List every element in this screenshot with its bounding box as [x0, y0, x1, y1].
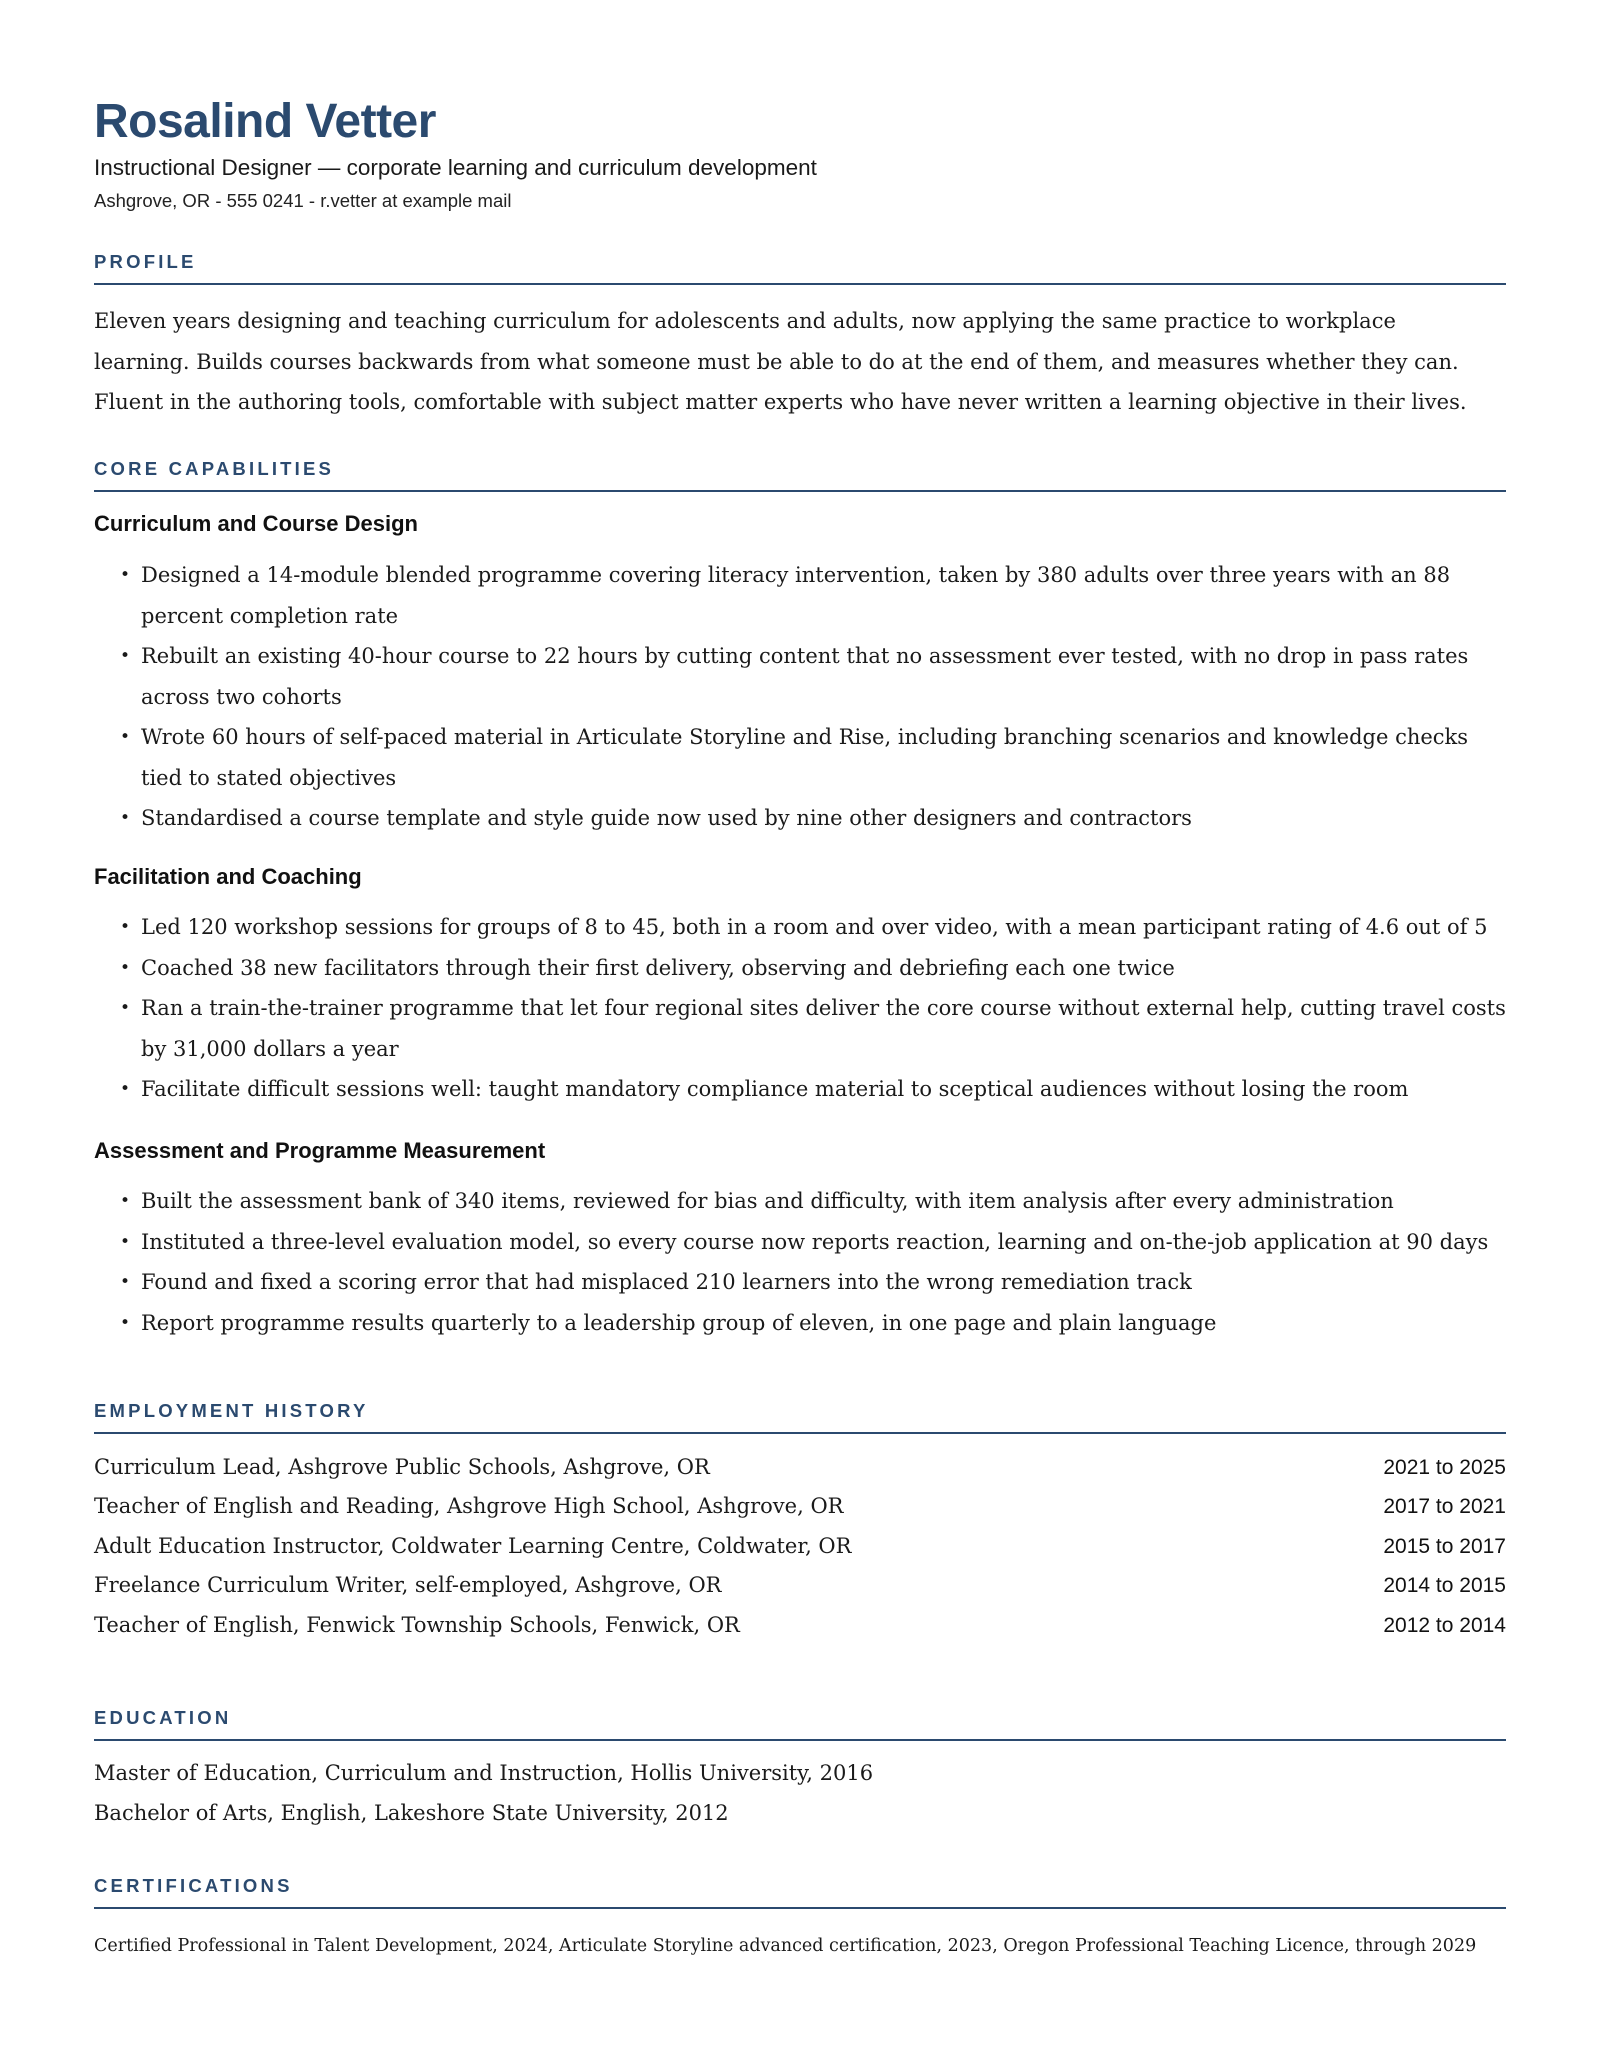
- employment-row: [94, 1448, 1506, 1487]
- list-item: • Standardised a course template and style guide now used by nine other designers and contractors: [94, 798, 1534, 839]
- employment-role: Freelance Curriculum Writer, self-employed, Ashgrove, OR: [94, 1573, 722, 1598]
- certifications-text: Certified Professional in Talent Development, 2024, Articulate Storyline advanced certification, 2023, Oregon Professional Teaching Licence, through 2029: [94, 1936, 1477, 1956]
- bullet-icon: •: [120, 957, 131, 978]
- education-entry: Master of Education, Curriculum and Instruction, Hollis University, 2016: [94, 1761, 874, 1785]
- bullet-icon: •: [120, 1191, 131, 1211]
- employment-dates: 2015 to 2017: [1383, 1534, 1506, 1558]
- bullet-list-assessment: [94, 1181, 1534, 1343]
- list-item: • Coached 38 new facilitators through their first delivery, observing and debriefing each one twice: [94, 948, 1534, 989]
- capability-heading-facilitation: Facilitation and Coaching: [94, 864, 362, 889]
- capability-heading-assessment: Assessment and Programme Measurement: [94, 1138, 546, 1163]
- bullet-icon: •: [120, 1272, 131, 1292]
- section-title-employment-history: EMPLOYMENT HISTORY: [94, 1398, 1506, 1434]
- list-item: • Instituted a three-level evaluation model, so every course now reports reaction, learning and on-the-job application at 90 days: [94, 1222, 1534, 1263]
- profile-text: [94, 301, 1506, 423]
- bullet-icon: •: [120, 917, 131, 937]
- bullet-icon: •: [120, 1079, 131, 1099]
- list-item: • Ran a train-the-trainer programme that let four regional sites deliver the core course without external help, cutting travel costs by 31,000 dollars a year: [94, 988, 1534, 1069]
- employment-role: Teacher of English and Reading, Ashgrove High School, Ashgrove, OR: [94, 1494, 844, 1519]
- bullet-icon: •: [120, 646, 131, 666]
- section-title-certifications: CERTIFICATIONS: [94, 1873, 1506, 1909]
- bullet-icon: •: [120, 808, 131, 828]
- headline: Instructional Designer — corporate learning and curriculum development: [94, 155, 817, 180]
- bullet-icon: •: [120, 727, 131, 747]
- list-item: • Led 120 workshop sessions for groups of 8 to 45, both in a room and over video, with a mean participant rating of 4.6 out of 5: [94, 907, 1534, 948]
- list-item: • Facilitate difficult sessions well: taught mandatory compliance material to sceptical audiences without losing the room: [94, 1069, 1534, 1110]
- capability-heading-curriculum: Curriculum and Course Design: [94, 511, 418, 536]
- employment-role: Curriculum Lead, Ashgrove Public Schools, Ashgrove, OR: [94, 1455, 710, 1479]
- employment-row: [94, 1606, 1506, 1645]
- list-item: • Designed a 14-module blended programme covering literacy intervention, taken by 380 adults over three years with an 88 percent completion rate: [94, 555, 1534, 636]
- education-entry: Bachelor of Arts, English, Lakeshore State University, 2012: [94, 1800, 729, 1825]
- employment-row: [94, 1566, 1506, 1605]
- candidate-name: Rosalind Vetter: [94, 95, 436, 148]
- bullet-icon: •: [120, 565, 131, 585]
- employment-dates: 2012 to 2014: [1383, 1613, 1506, 1637]
- list-item: • Report programme results quarterly to a leadership group of eleven, in one page and plain language: [94, 1303, 1534, 1344]
- employment-dates: 2021 to 2025: [1383, 1456, 1506, 1479]
- contact-line: Ashgrove, OR - 555 0241 - r.vetter at example mail: [94, 190, 512, 211]
- bullet-icon: •: [120, 998, 131, 1018]
- list-item: • Wrote 60 hours of self-paced material in Articulate Storyline and Rise, including branching scenarios and knowledge checks tied to stated objectives: [94, 717, 1534, 798]
- bullet-list-curriculum: [94, 555, 1534, 839]
- list-item: • Found and fixed a scoring error that had misplaced 210 learners into the wrong remediation track: [94, 1262, 1534, 1303]
- employment-list: [94, 1448, 1506, 1645]
- section-title-profile: PROFILE: [94, 249, 1506, 285]
- bullet-icon: •: [120, 1312, 131, 1333]
- profile-line: learning. Builds courses backwards from what someone must be able to do at the end of them, and measures whether they can.: [94, 349, 1459, 374]
- education-list: [94, 1754, 1506, 1833]
- profile-line: Eleven years designing and teaching curriculum for adolescents and adults, now applying the same practice to workplace: [94, 309, 1396, 333]
- employment-dates: 2017 to 2021: [1383, 1495, 1506, 1519]
- list-item: • Rebuilt an existing 40-hour course to 22 hours by cutting content that no assessment ever tested, with no drop in pass rates across two cohorts: [94, 636, 1534, 717]
- section-title-core-capabilities: CORE CAPABILITIES: [94, 456, 1506, 492]
- profile-line: Fluent in the authoring tools, comfortable with subject matter experts who have never written a learning objective in their lives.: [94, 390, 1467, 414]
- employment-dates: 2014 to 2015: [1383, 1574, 1506, 1598]
- bullet-icon: •: [120, 1231, 131, 1252]
- list-item: • Built the assessment bank of 340 items, reviewed for bias and difficulty, with item analysis after every administration: [94, 1181, 1534, 1222]
- employment-role: Teacher of English, Fenwick Township Schools, Fenwick, OR: [94, 1612, 740, 1637]
- employment-role: Adult Education Instructor, Coldwater Learning Centre, Coldwater, OR: [94, 1533, 852, 1558]
- section-title-education: EDUCATION: [94, 1705, 1506, 1741]
- employment-row: [94, 1527, 1506, 1566]
- bullet-list-facilitation: [94, 907, 1534, 1110]
- employment-row: [94, 1487, 1506, 1526]
